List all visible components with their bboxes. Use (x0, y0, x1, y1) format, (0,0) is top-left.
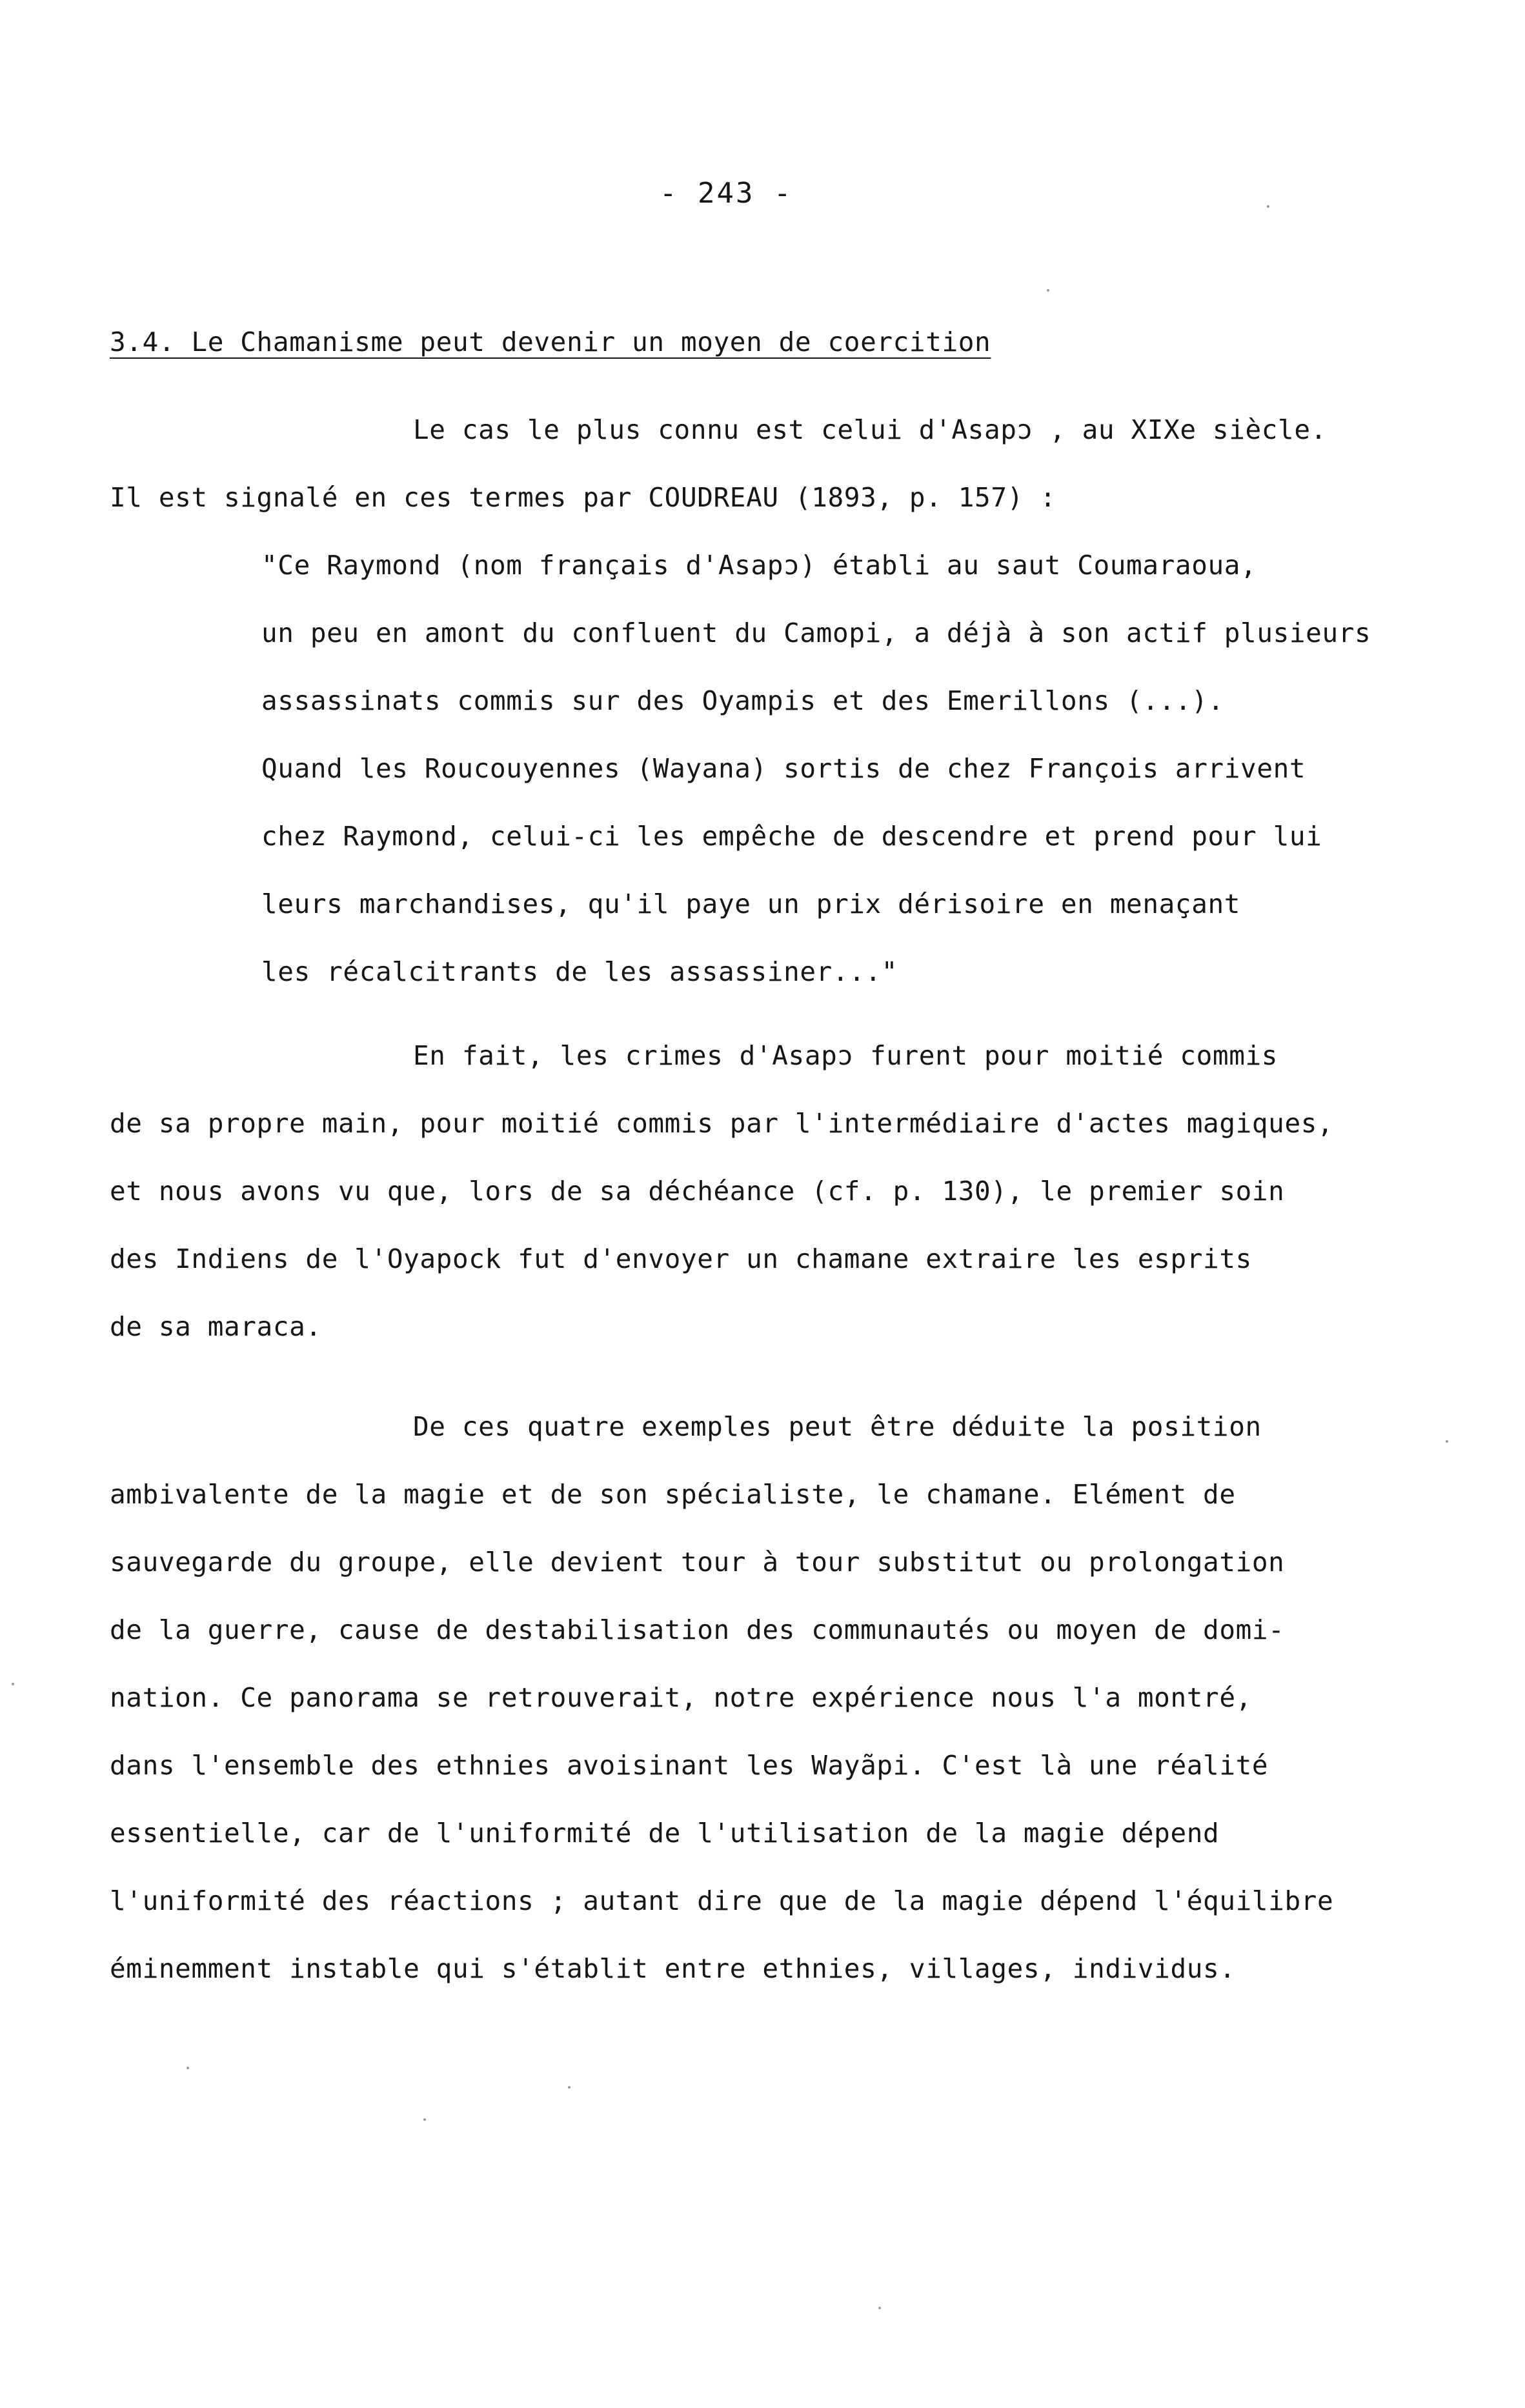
quote-line: les récalcitrants de les assassiner..." (261, 956, 898, 987)
quote-line: assassinats commis sur des Oyampis et des Emerillons (...). (261, 685, 1224, 716)
text-line: En fait, les crimes d'Asapɔ furent pour moitié commis (413, 1040, 1278, 1071)
text-line: Il est signalé en ces termes par COUDREAU (1893, p. 157) : (110, 482, 1056, 513)
scan-speck (12, 1683, 14, 1685)
scan-speck (568, 2086, 571, 2089)
scan-speck (1446, 1440, 1448, 1443)
scan-speck (1267, 205, 1269, 208)
quote-line: leurs marchandises, qu'il paye un prix dérisoire en menaçant (261, 888, 1241, 919)
text-line: ambivalente de la magie et de son spécialiste, le chamane. Elément de (110, 1479, 1236, 1510)
quote-line: un peu en amont du confluent du Camopi, a déjà à son actif plusieurs (261, 617, 1371, 648)
quote-line: chez Raymond, celui-ci les empêche de descendre et prend pour lui (261, 821, 1322, 852)
text-line: de sa propre main, pour moitié commis par l'intermédiaire d'actes magiques, (110, 1108, 1334, 1139)
text-line: et nous avons vu que, lors de sa déchéance (cf. p. 130), le premier soin (110, 1176, 1285, 1207)
text-line: sauvegarde du groupe, elle devient tour à tour substitut ou prolongation (110, 1547, 1285, 1578)
scan-speck (423, 2118, 426, 2121)
text-line: nation. Ce panorama se retrouverait, notre expérience nous l'a montré, (110, 1682, 1252, 1713)
page-number: - 243 - (660, 177, 793, 210)
text-line: de la guerre, cause de destabilisation des communautés ou moyen de domi- (110, 1614, 1285, 1645)
text-line: Le cas le plus connu est celui d'Asapɔ , au XIXe siècle. (413, 414, 1327, 445)
text-line: essentielle, car de l'uniformité de l'utilisation de la magie dépend (110, 1818, 1220, 1849)
text-line: des Indiens de l'Oyapock fut d'envoyer un chamane extraire les esprits (110, 1243, 1252, 1274)
text-line: éminemment instable qui s'établit entre ethnies, villages, individus. (110, 1953, 1236, 1984)
text-line: De ces quatre exemples peut être déduite la position (413, 1411, 1262, 1442)
text-line: de sa maraca. (110, 1311, 322, 1342)
scan-speck (878, 2307, 881, 2309)
quote-line: "Ce Raymond (nom français d'Asapɔ) établi au saut Coumaraoua, (261, 550, 1257, 581)
quote-line: Quand les Roucouyennes (Wayana) sortis de chez François arrivent (261, 753, 1306, 784)
text-line: dans l'ensemble des ethnies avoisinant les Wayãpi. C'est là une réalité (110, 1750, 1269, 1781)
scan-speck (1047, 289, 1049, 292)
text-line: l'uniformité des réactions ; autant dire que de la magie dépend l'équilibre (110, 1885, 1334, 1916)
scan-speck (187, 2067, 189, 2069)
section-heading: 3.4. Le Chamanisme peut devenir un moyen de coercition (110, 326, 991, 357)
